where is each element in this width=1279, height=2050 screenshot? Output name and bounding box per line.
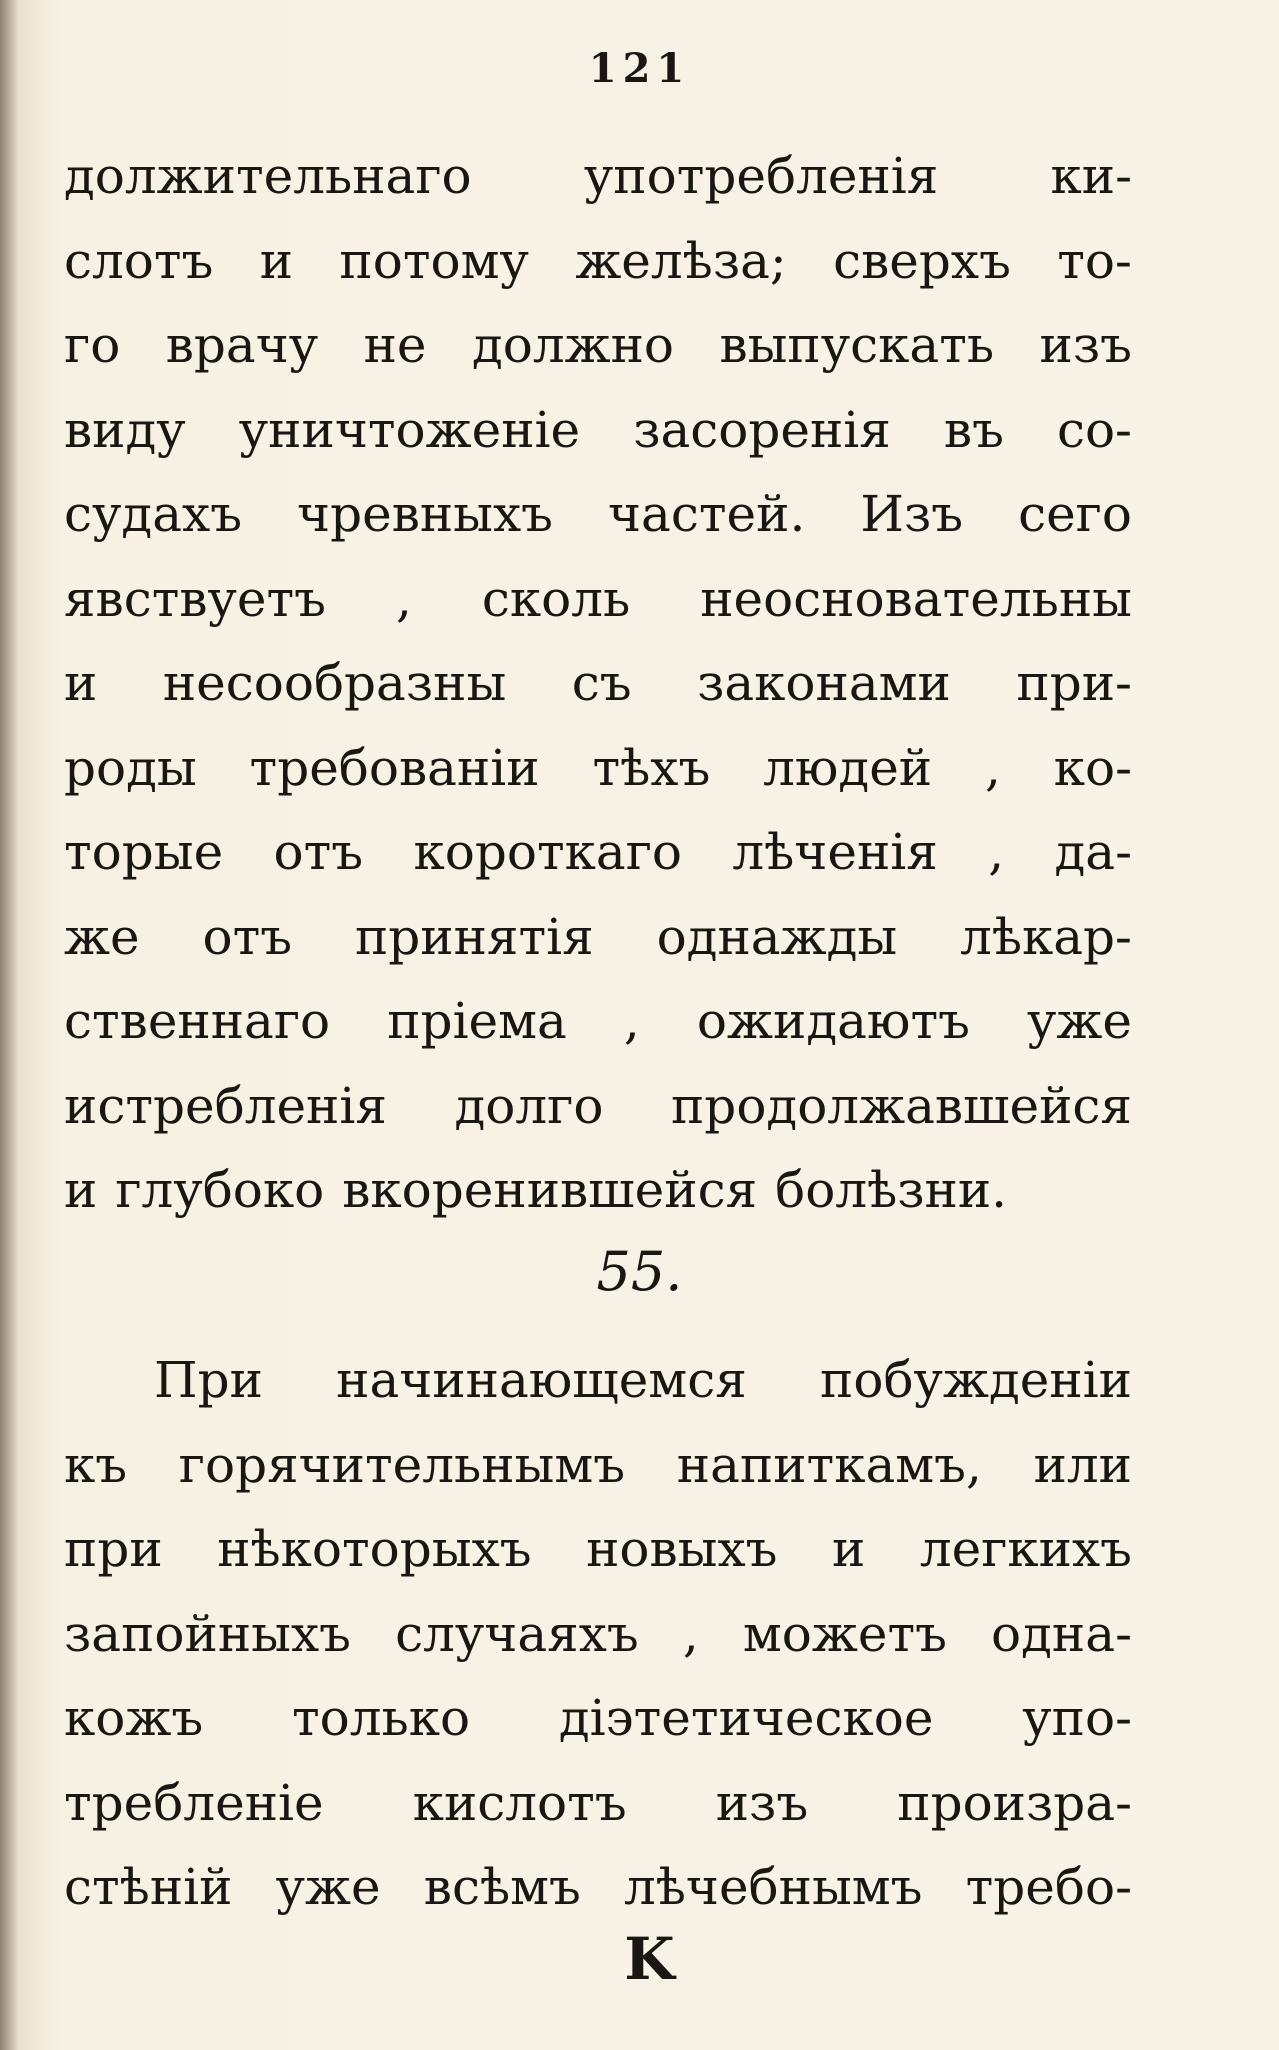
text-line	[64, 895, 1132, 980]
text-line	[64, 388, 1132, 473]
word: въ	[943, 400, 1004, 459]
word: ,	[682, 1604, 699, 1663]
word: или	[1033, 1435, 1132, 1494]
word: чревныхъ	[297, 485, 553, 543]
signature-mark: K	[624, 1925, 675, 1993]
word: то-	[1057, 231, 1132, 290]
word: напиткамъ,	[676, 1435, 982, 1494]
word: діэтетическое	[558, 1689, 934, 1747]
word: должительнаго	[64, 147, 472, 205]
paragraph-section-55	[64, 1338, 1132, 1930]
text-line	[64, 557, 1132, 642]
word: лѣченія	[732, 823, 938, 881]
word: слотъ	[64, 231, 214, 290]
word: требо-	[965, 1858, 1132, 1916]
text-line	[64, 726, 1132, 811]
text-line	[64, 1761, 1132, 1846]
word: сверхъ	[833, 231, 1011, 290]
word: уже	[275, 1858, 381, 1916]
word: лѣчебнымъ	[623, 1858, 923, 1916]
text-line	[64, 979, 1132, 1064]
text-line	[64, 641, 1132, 726]
word: явствуетъ	[64, 569, 326, 628]
word: ,	[623, 992, 640, 1050]
word: ко-	[1053, 738, 1132, 797]
word: случаяхъ	[395, 1604, 639, 1663]
word: горячительнымъ	[178, 1435, 626, 1494]
word: вкоренившейся	[342, 1161, 758, 1219]
word: уничтоженіе	[238, 400, 581, 459]
word: тѣхъ	[592, 738, 711, 797]
word: упо-	[1022, 1689, 1132, 1747]
word: съ	[571, 654, 632, 712]
word: засоренія	[633, 400, 891, 459]
word: побужденіи	[820, 1351, 1132, 1409]
word: произра-	[897, 1773, 1132, 1832]
word: ,	[395, 569, 412, 628]
word: употребленія	[583, 147, 939, 205]
word: при-	[1016, 654, 1132, 712]
word: нѣкоторыхъ	[217, 1520, 532, 1578]
text-line	[64, 1592, 1132, 1677]
word: и	[64, 654, 98, 712]
word: неосновательны	[700, 569, 1132, 628]
word: людей	[763, 738, 933, 797]
text-line	[64, 1064, 1132, 1149]
word: кожъ	[64, 1689, 204, 1747]
text-line	[64, 472, 1132, 557]
word: къ	[64, 1435, 128, 1494]
word: ственнаго	[64, 992, 331, 1050]
word: врачу	[165, 316, 319, 374]
word: легкихъ	[919, 1520, 1132, 1578]
word: ожидаютъ	[696, 992, 970, 1050]
word: отъ	[273, 823, 364, 881]
word: изъ	[1039, 316, 1132, 374]
word: должно	[471, 316, 675, 374]
word: глубоко	[115, 1161, 325, 1219]
word: только	[291, 1689, 471, 1747]
word: начинающемся	[336, 1351, 747, 1409]
word: отъ	[202, 907, 293, 966]
page-binding-edge	[0, 0, 18, 2050]
word: продолжавшейся	[670, 1076, 1132, 1135]
text-line	[64, 1338, 1132, 1423]
word: да-	[1054, 823, 1132, 881]
word: частей.	[608, 485, 806, 543]
word: новыхъ	[586, 1520, 778, 1578]
word: роды	[64, 738, 197, 797]
word: долго	[454, 1076, 604, 1135]
word: законами	[697, 654, 951, 712]
word: однажды	[656, 907, 898, 966]
word: и	[832, 1520, 866, 1578]
word: со-	[1056, 400, 1132, 459]
word: желѣза;	[575, 231, 787, 290]
word: ,	[984, 738, 1001, 797]
word: при	[64, 1520, 163, 1578]
paragraph-continuation	[64, 134, 1132, 1233]
word: кислотъ	[412, 1773, 627, 1832]
word: принятія	[354, 907, 594, 966]
word: судахъ	[64, 485, 243, 543]
word: торые	[64, 823, 224, 881]
word: запойныхъ	[64, 1604, 351, 1663]
text-line	[64, 1676, 1132, 1761]
word: стѣній	[64, 1858, 233, 1916]
word: болѣзни.	[775, 1161, 1008, 1219]
word: одна-	[991, 1604, 1132, 1663]
word: виду	[64, 400, 186, 459]
word: несообразны	[162, 654, 507, 712]
word: требованіи	[249, 738, 540, 797]
word: лѣкар-	[960, 907, 1132, 966]
word: требленіе	[64, 1773, 324, 1832]
word: не	[363, 316, 427, 374]
text-line	[64, 1507, 1132, 1592]
word: всѣмъ	[423, 1858, 581, 1916]
word: истребленія	[64, 1076, 387, 1135]
text-line	[64, 219, 1132, 304]
word: го	[64, 316, 121, 374]
word: можетъ	[742, 1604, 947, 1663]
text-line	[64, 1423, 1132, 1508]
text-line	[64, 134, 1132, 219]
word: потому	[339, 231, 529, 290]
word: выпускать	[719, 316, 995, 374]
text-line	[64, 810, 1132, 895]
word: пріема	[387, 992, 567, 1050]
page-number: 121	[588, 45, 691, 92]
word: и	[64, 1161, 98, 1219]
word: же	[64, 907, 140, 966]
text-line	[64, 303, 1132, 388]
text-line	[64, 1845, 1132, 1930]
word: изъ	[715, 1773, 809, 1832]
word: и	[259, 231, 294, 290]
text-line	[64, 1148, 1132, 1233]
word: короткаго	[413, 823, 682, 881]
word: уже	[1026, 992, 1132, 1050]
word: ,	[988, 823, 1005, 881]
word: ки-	[1050, 147, 1132, 205]
word: сего	[1018, 485, 1132, 543]
word: сколь	[481, 569, 631, 628]
word: При	[154, 1351, 263, 1409]
word: Изъ	[860, 485, 964, 543]
section-number: 55.	[596, 1240, 683, 1303]
